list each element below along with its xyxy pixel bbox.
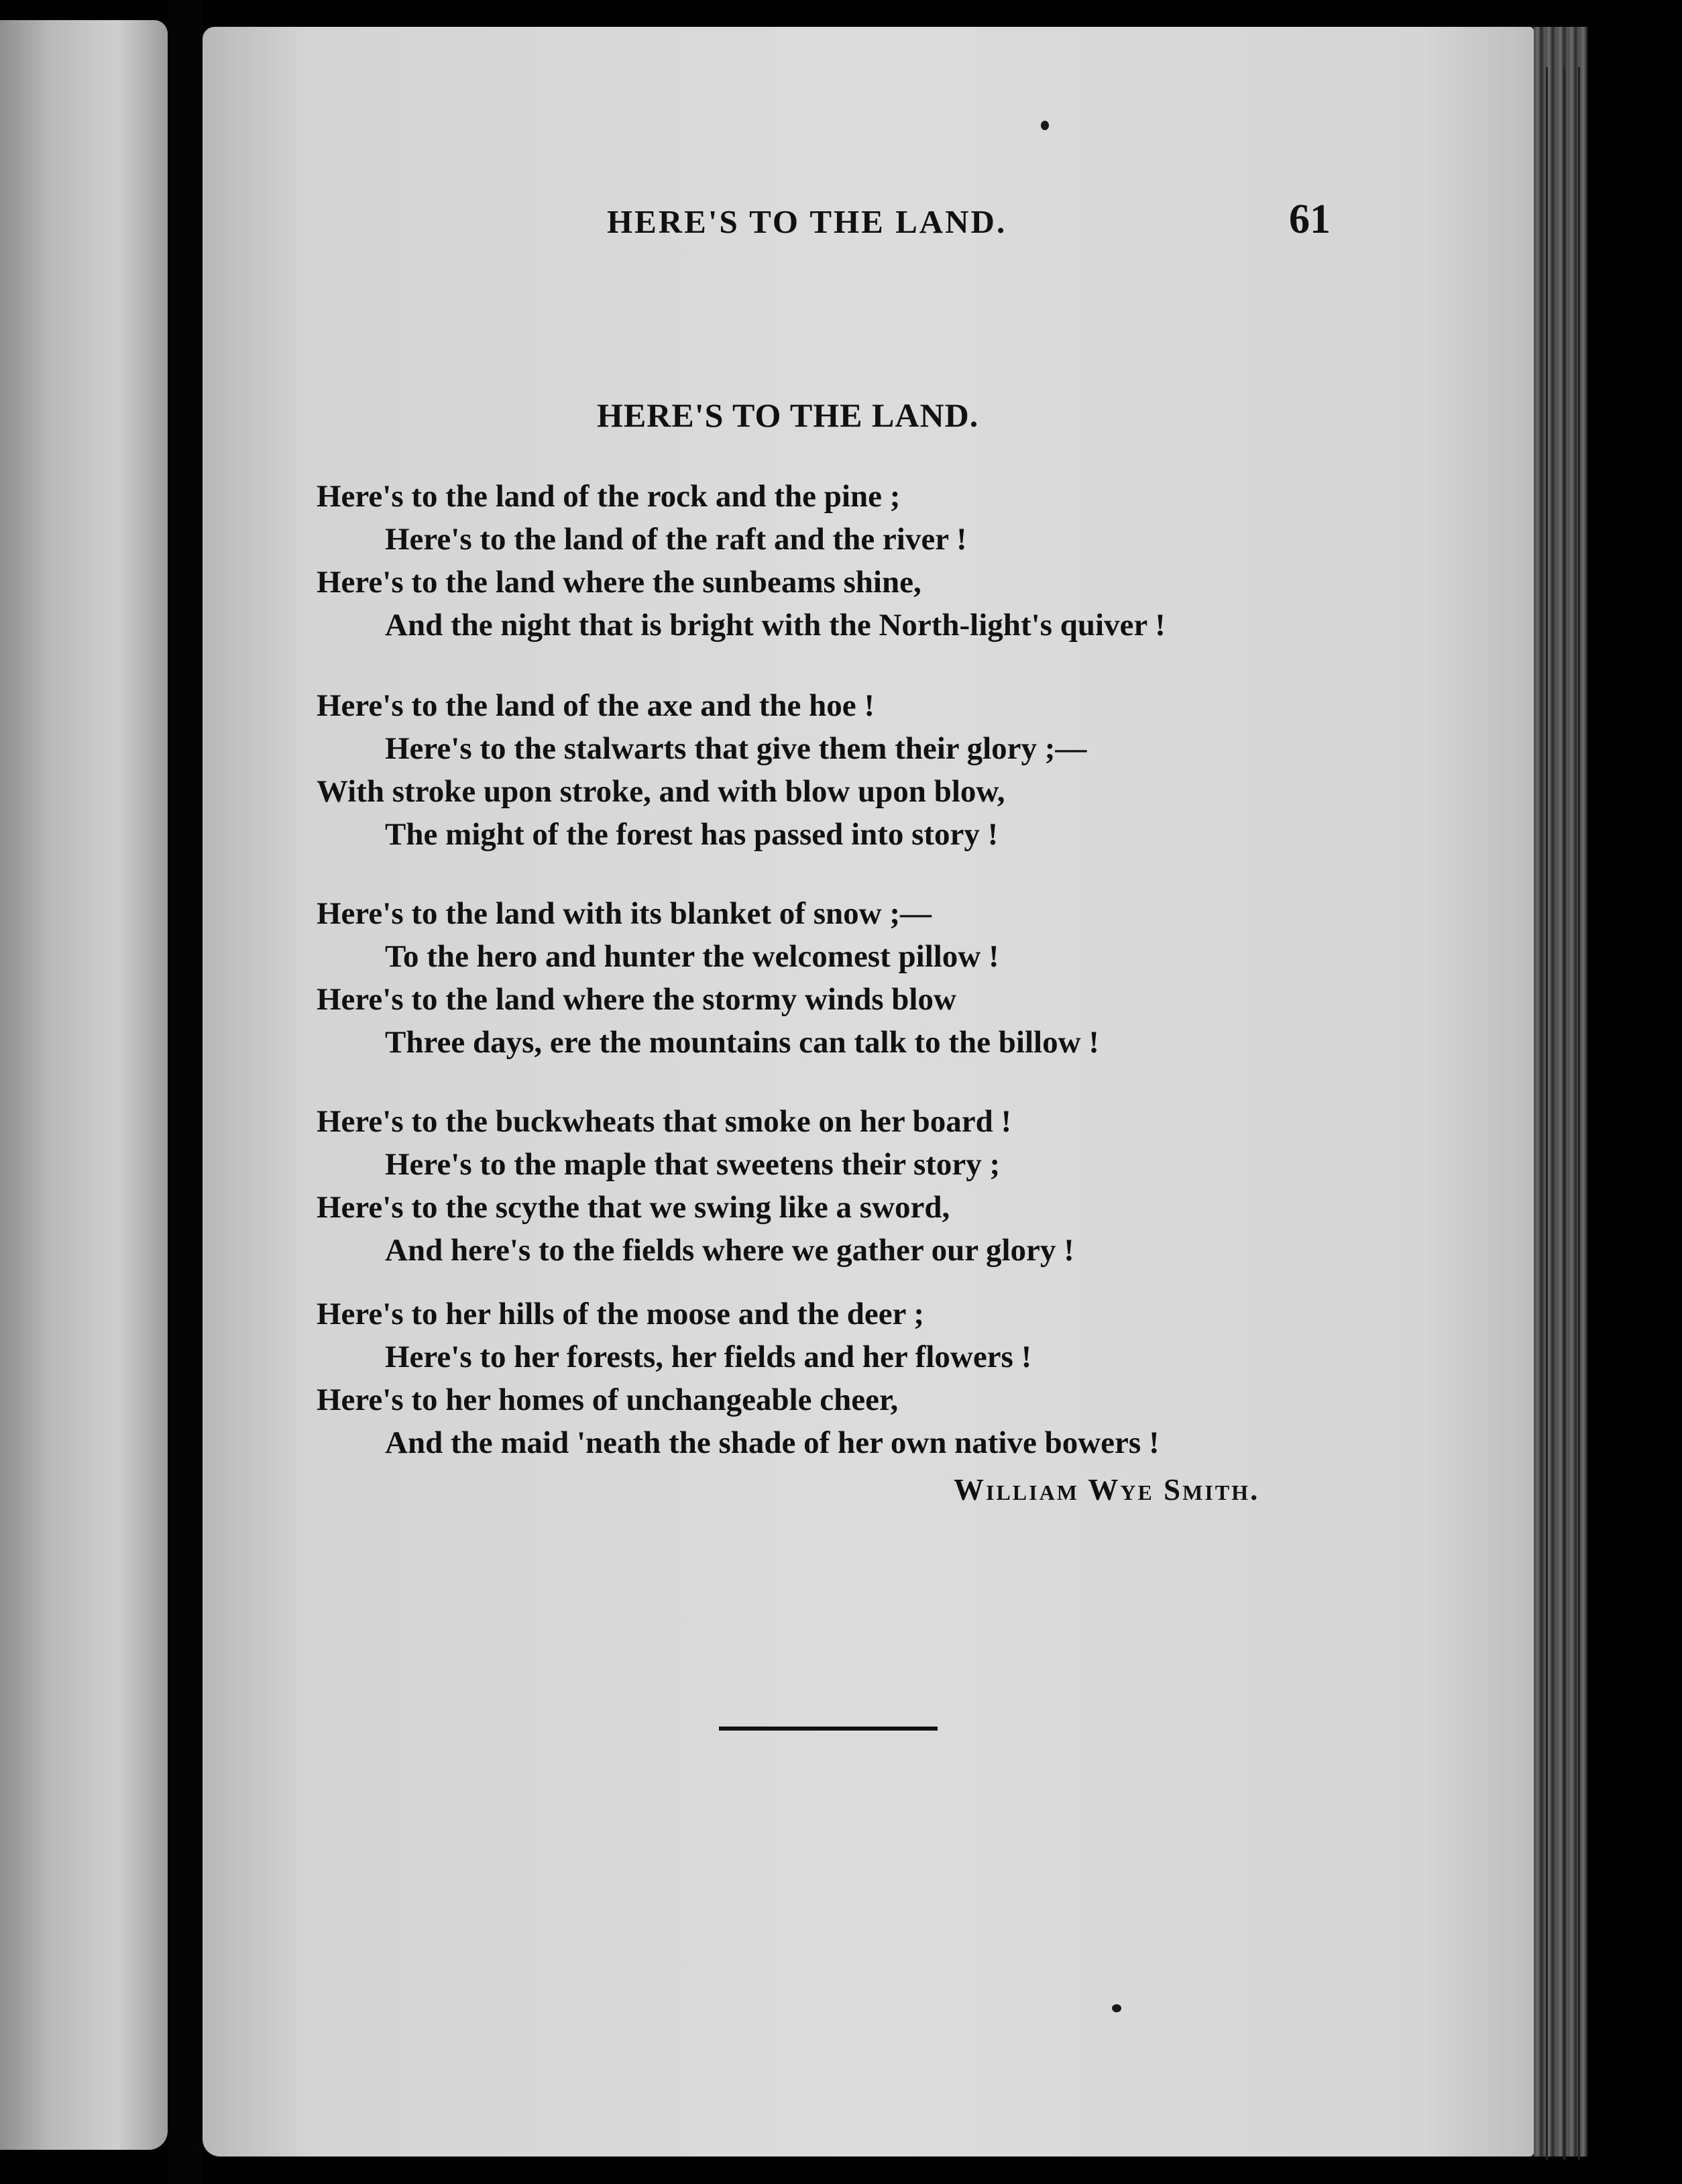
page-number: 61: [1289, 197, 1331, 242]
page-edge-line: [1578, 67, 1580, 2160]
poem-line: And here's to the fields where we gather our glory !: [385, 1233, 1074, 1268]
poem-line: Here's to her forests, her fields and her flowers !: [385, 1340, 1032, 1374]
poem-line: Here's to her homes of unchangeable cheer,: [317, 1382, 899, 1417]
poem-line: Here's to the land of the rock and the pine ;: [317, 479, 901, 514]
left-facing-page: [0, 20, 168, 2150]
poem-line: The might of the forest has passed into story !: [385, 817, 999, 852]
end-rule-divider: [719, 1727, 938, 1731]
author-signature: William Wye Smith.: [954, 1473, 1260, 1507]
poem-line: And the night that is bright with the North-light's quiver !: [385, 608, 1166, 643]
running-head-title: HERE'S TO THE LAND.: [607, 203, 1007, 240]
stanza: [317, 684, 1336, 856]
stanza: [317, 1100, 1336, 1272]
poem-line: Here's to her hills of the moose and the deer ;: [317, 1297, 924, 1331]
poem-line: With stroke upon stroke, and with blow upon blow,: [317, 774, 1005, 809]
poem-line: Here's to the land where the stormy winds blow: [317, 982, 956, 1017]
ink-speck: [1112, 2004, 1121, 2012]
poem-line: Here's to the scythe that we swing like a sword,: [317, 1190, 950, 1225]
book-gutter: [168, 0, 203, 2184]
page-edge-line: [1546, 67, 1548, 2160]
poem-line: Here's to the land where the sunbeams shine,: [317, 565, 921, 600]
stanza: [317, 475, 1336, 647]
stanza: [317, 892, 1336, 1064]
book-page: [203, 27, 1534, 2156]
page-edges: [1534, 27, 1587, 2156]
poem-line: Here's to the land with its blanket of snow ;—: [317, 896, 932, 931]
page-edge-line: [1563, 67, 1565, 2160]
poem-title: HERE'S TO THE LAND.: [597, 396, 979, 434]
poem-line: Here's to the maple that sweetens their story ;: [385, 1147, 1001, 1182]
poem-line: Here's to the stalwarts that give them their glory ;—: [385, 731, 1087, 766]
ink-speck: [1041, 121, 1049, 130]
stanza: [317, 1293, 1336, 1464]
poem-line: Here's to the land of the raft and the river !: [385, 522, 967, 557]
poem-line: Three days, ere the mountains can talk to the billow !: [385, 1025, 1099, 1060]
poem-line: Here's to the buckwheats that smoke on her board !: [317, 1104, 1012, 1139]
poem-line: Here's to the land of the axe and the hoe !: [317, 688, 875, 723]
poem-line: To the hero and hunter the welcomest pillow !: [385, 939, 999, 974]
poem-line: And the maid 'neath the shade of her own native bowers !: [385, 1425, 1160, 1460]
